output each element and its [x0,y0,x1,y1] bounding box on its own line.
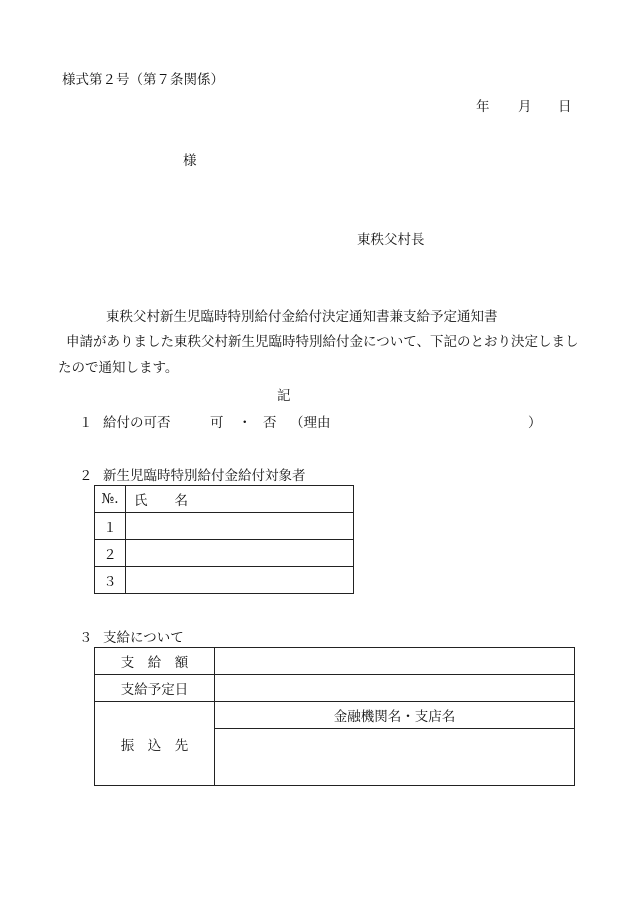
form-number: 様式第２号（第７条関係） [62,72,224,88]
approve-option: 可 [210,415,224,431]
option-separator: ・ [238,415,252,431]
document-title: 東秩父村新生児臨時特別給付金給付決定通知書兼支給予定通知書 [106,309,498,325]
table-row [95,540,354,567]
section1-number: １ [79,415,93,431]
amount-label: 支 給 額 [95,648,215,675]
amount-value [215,648,575,675]
section2-label: 新生児臨時特別給付金給付対象者 [103,468,306,484]
ki-marker: 記 [277,388,291,404]
recipients-table [94,485,354,594]
section2-number: ２ [79,468,93,484]
section3-label: 支給について [103,630,184,646]
name-cell [126,540,354,567]
date-year-label: 年 [476,99,490,115]
name-cell [126,513,354,540]
table-row [95,513,354,540]
column-header-no: №. [95,486,126,513]
date-value [215,675,575,702]
date-label: 支給予定日 [95,675,215,702]
date-day-label: 日 [558,99,572,115]
row-number: ３ [95,567,126,594]
bank-value [215,729,575,786]
transfer-row [95,702,575,729]
body-text: 申請がありました東秩父村新生児臨時特別給付金について、下記のとおり決定しましたので通知します。 [58,334,579,376]
table-row [95,567,354,594]
row-number: ２ [95,540,126,567]
transfer-label: 振 込 先 [95,702,215,786]
column-header-name: 氏 名 [126,486,354,513]
date-row [95,675,575,702]
issuer-name: 東秩父村長 [357,232,425,248]
amount-row [95,648,575,675]
name-cell [126,567,354,594]
table-header-row [95,486,354,513]
recipient-honorific: 様 [183,153,197,169]
reason-open: （理由 [290,415,331,431]
section1-label: 給付の可否 [103,415,171,431]
bank-header: 金融機関名・支店名 [215,702,575,729]
section3-number: ３ [79,630,93,646]
reason-close: ） [528,415,542,431]
payment-table [94,647,575,786]
date-month-label: 月 [518,99,532,115]
row-number: １ [95,513,126,540]
deny-option: 否 [263,415,277,431]
